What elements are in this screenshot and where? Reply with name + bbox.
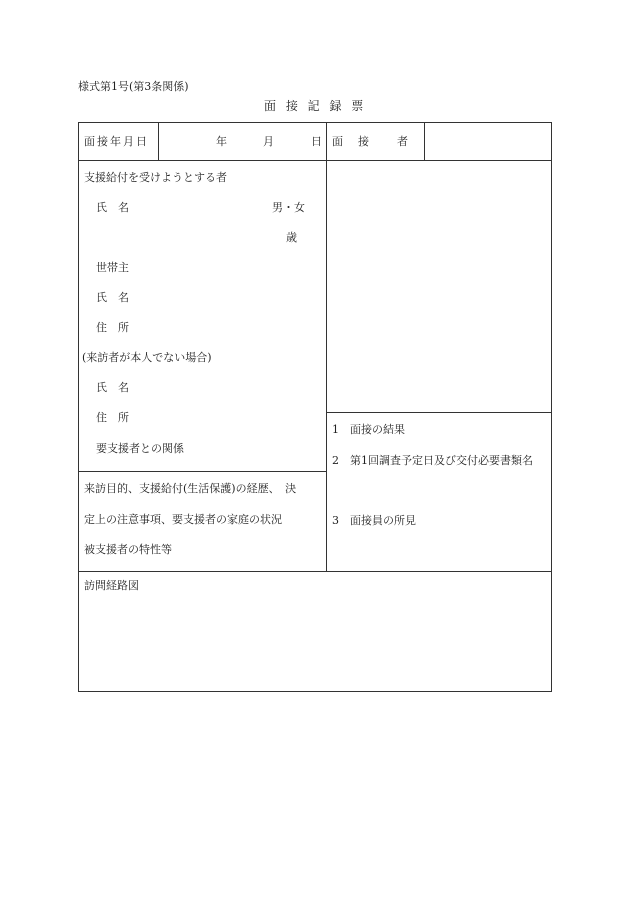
purpose-line-1: 来訪目的、支援給付(生活保護)の経歴、 決 [84,482,297,495]
result-item-2: 2 第1回調査予定日及び交付必要書類名 [332,454,533,467]
head-name-label: 氏 名 [96,291,129,304]
interview-date-label: 面接年月日 [84,135,149,148]
divider [158,122,159,160]
visitor-address-label: 住 所 [96,411,129,424]
visitor-heading: (来訪者が本人でない場合) [82,351,212,364]
page-title: 面 接 記 録 票 [264,99,364,113]
household-head-label: 世帯主 [96,261,129,274]
result-item-1: 1 面接の結果 [332,423,405,436]
divider [326,122,327,571]
gender-label: 男・女 [272,201,305,214]
purpose-line-3: 被支援者の特性等 [84,543,172,556]
day-label: 日 [311,135,322,148]
divider [78,571,552,572]
head-address-label: 住 所 [96,321,129,334]
result-item-3: 3 面接員の所見 [332,514,416,527]
visit-route-map-label: 訪問経路図 [84,579,139,592]
applicant-heading: 支援給付を受けようとする者 [84,171,227,184]
visitor-name-label: 氏 名 [96,381,129,394]
divider [78,160,552,161]
age-label: 歳 [286,231,297,244]
form-number: 様式第1号(第3条関係) [78,80,189,93]
interview-record-table [78,122,552,692]
month-label: 月 [263,135,274,148]
purpose-line-2: 定上の注意事項、要支援者の家庭の状況 [84,513,282,526]
relationship-label: 要支援者との関係 [96,442,184,455]
applicant-name-label: 氏 名 [96,201,129,214]
interviewer-field[interactable] [425,123,551,160]
divider [326,412,552,413]
year-label: 年 [216,135,227,148]
divider [78,471,326,472]
interviewer-label: 面 接 者 [332,135,410,148]
